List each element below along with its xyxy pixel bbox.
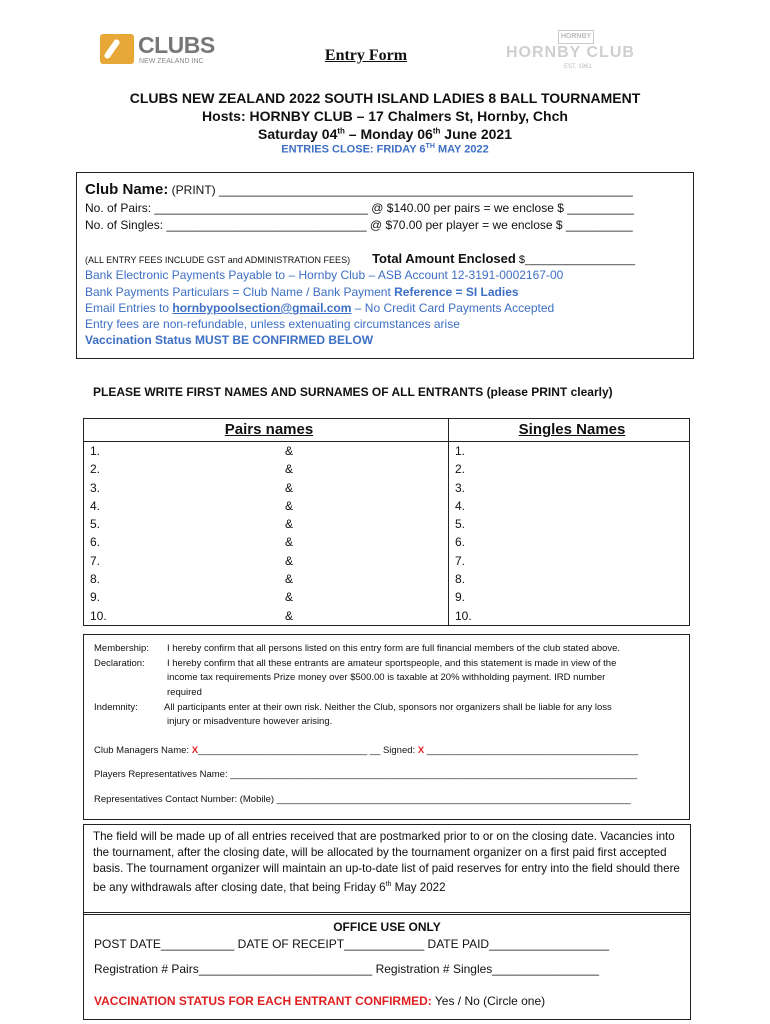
total-label: Total Amount Enclosed — [372, 251, 516, 266]
pairs-row[interactable] — [90, 460, 448, 478]
vaccination-status-label: VACCINATION STATUS FOR EACH ENTRANT CONFIRMED: — [94, 994, 432, 1008]
entry-details-box — [76, 172, 694, 359]
singles-row[interactable] — [455, 497, 689, 515]
pairs-number: 4. — [90, 498, 101, 513]
clubs-logo-word: CLUBS — [138, 32, 215, 58]
managers-row[interactable] — [94, 745, 638, 756]
rep-contact-row[interactable]: Representatives Contact Number: (Mobile) ___________________________________________________________________ — [94, 794, 631, 805]
singles-row[interactable] — [455, 533, 689, 551]
pairs-ampersand: & — [285, 517, 294, 532]
singles-column[interactable] — [449, 442, 690, 626]
hornby-logo-word: HORNBY CLUB — [506, 44, 635, 61]
pairs-row[interactable]: No. of Pairs: ________________________________ @ $140.00 per pairs = we enclose $ __________ — [85, 201, 634, 215]
managers-label: Club Managers Name: — [94, 745, 192, 756]
signed-line[interactable]: ________________________________________ — [424, 745, 639, 756]
singles-number: 7. — [455, 553, 466, 568]
singles-row[interactable] — [455, 442, 689, 460]
closes-sup: TH — [425, 143, 435, 150]
membership-label: Membership: — [94, 643, 149, 654]
singles-number: 1. — [455, 444, 466, 458]
membership-text: I hereby confirm that all persons listed on this entry form are full financial members of the club stated above. — [167, 643, 621, 654]
bank-reference: Reference = SI Ladies — [394, 285, 519, 299]
managers-x: X — [191, 745, 199, 756]
pairs-number: 10. — [90, 608, 107, 623]
singles-number: 5. — [455, 517, 466, 532]
bank-particulars-a: Bank Payments Particulars = Club Name / Bank Payment — [85, 285, 395, 299]
pairs-number: 7. — [90, 553, 101, 568]
indemnity-line1: All participants enter at their own risk. Neither the Club, sponsors nor organizers shall be liable for any loss — [164, 702, 612, 713]
office-dates[interactable]: POST DATE___________ DATE OF RECEIPT____________ DATE PAID__________________ — [94, 937, 610, 951]
dates-line — [0, 126, 770, 142]
total-field[interactable]: $__________________ — [515, 254, 636, 266]
singles-row[interactable] — [455, 607, 689, 625]
office-title: OFFICE USE ONLY — [333, 920, 441, 934]
email-b: – No Credit Card Payments Accepted — [351, 301, 555, 315]
singles-row[interactable] — [455, 552, 689, 570]
dates-sup2: th — [432, 126, 441, 136]
pairs-row[interactable] — [90, 552, 448, 570]
singles-row[interactable] — [455, 588, 689, 606]
field-note-sup: th — [385, 881, 392, 888]
entrants-table — [83, 418, 690, 626]
singles-number: 8. — [455, 572, 466, 587]
pairs-row[interactable] — [90, 588, 448, 606]
singles-row[interactable] — [455, 479, 689, 497]
singles-number: 2. — [455, 462, 466, 477]
pairs-ampersand: & — [285, 572, 294, 587]
singles-number: 3. — [455, 480, 466, 495]
vaccination-note: Vaccination Status MUST BE CONFIRMED BELOW — [85, 333, 374, 347]
pairs-number: 5. — [90, 517, 101, 532]
players-rep-row[interactable]: Players Representatives Name: _____________________________________________________________________________ — [94, 769, 638, 780]
email-link[interactable]: hornbypoolsection@gmail.com — [172, 301, 352, 315]
singles-number: 10. — [455, 608, 472, 623]
pairs-ampersand: & — [285, 535, 294, 550]
field-note-end: May 2022 — [391, 880, 446, 894]
bank-particulars — [85, 285, 519, 299]
pairs-ampersand: & — [285, 480, 294, 495]
pairs-number: 8. — [90, 572, 101, 587]
office-registration[interactable]: Registration # Pairs__________________________ Registration # Singles________________ — [94, 962, 600, 976]
pairs-ampersand: & — [285, 553, 294, 568]
pairs-number: 6. — [90, 535, 101, 550]
singles-row[interactable] — [455, 515, 689, 533]
indemnity-line2: injury or misadventure however arising. — [167, 716, 333, 727]
pairs-number: 9. — [90, 590, 101, 605]
club-name-row[interactable] — [85, 181, 633, 198]
singles-header-cell — [449, 419, 690, 442]
tournament-title: CLUBS NEW ZEALAND 2022 SOUTH ISLAND LADIES 8 BALL TOURNAMENT — [129, 90, 641, 106]
signed-x: X — [417, 745, 425, 756]
pairs-ampersand: & — [285, 590, 294, 605]
hosts-line: Hosts: HORNBY CLUB – 17 Chalmers St, Hornby, Chch — [202, 108, 568, 124]
fees-note: (ALL ENTRY FEES INCLUDE GST and ADMINISTRATION FEES) — [85, 255, 351, 265]
singles-row[interactable]: No. of Singles: ______________________________ @ $70.00 per player = we enclose $ __________ — [85, 218, 633, 232]
pairs-ampersand: & — [285, 444, 294, 458]
declaration-line3: required — [167, 687, 202, 698]
pairs-row[interactable] — [90, 497, 448, 515]
club-name-label: Club Name: — [85, 181, 169, 198]
pairs-ampersand: & — [285, 608, 294, 623]
pairs-row[interactable] — [90, 570, 448, 588]
entries-close — [0, 143, 770, 156]
instructions: PLEASE WRITE FIRST NAMES AND SURNAMES OF ALL ENTRANTS (please PRINT clearly) — [93, 385, 613, 399]
singles-number: 4. — [455, 498, 466, 513]
pairs-ampersand: & — [285, 498, 294, 513]
hornby-logo-top: HORNBY — [558, 30, 594, 44]
hornby-logo-est: EST. 1961 — [564, 64, 592, 70]
refund-note: Entry fees are non-refundable, unless extenuating circumstances arise — [85, 317, 460, 331]
club-name-field[interactable]: (PRINT) ______________________________________________________________ — [168, 183, 633, 197]
pairs-row[interactable] — [90, 607, 448, 625]
closes-b: MAY 2022 — [434, 143, 489, 156]
email-a: Email Entries to — [85, 301, 173, 315]
singles-row[interactable] — [455, 460, 689, 478]
pairs-row[interactable] — [90, 442, 448, 460]
field-note-box — [83, 824, 691, 915]
singles-number: 6. — [455, 535, 466, 550]
singles-row[interactable] — [455, 570, 689, 588]
dates-sup1: th — [337, 126, 345, 136]
indemnity-label: Indemnity: — [94, 702, 138, 713]
managers-sign[interactable]: ________________________________ __ Signed: — [198, 745, 418, 756]
email-line — [85, 301, 554, 315]
bank-account: Bank Electronic Payments Payable to – Hornby Club – ASB Account 12-3191-0002167-00 — [85, 268, 564, 282]
pairs-column[interactable] — [84, 442, 449, 626]
field-note — [84, 825, 690, 896]
declaration-line1: I hereby confirm that all these entrants are amateur sportspeople, and this statement is made in view of the — [167, 658, 617, 669]
pairs-row[interactable] — [90, 515, 448, 533]
declarations-box — [83, 634, 690, 820]
pairs-row[interactable] — [90, 479, 448, 497]
clubs-logo-sub: NEW ZEALAND INC — [139, 58, 204, 65]
pairs-number: 3. — [90, 480, 101, 495]
pairs-number: 2. — [90, 462, 101, 477]
dates-mid: – Monday 06 — [344, 126, 433, 142]
field-note-text: The field will be made up of all entries received that are postmarked prior to or on the closing date. Vacancies into the tournament, after the closing date, will be allocated by the tournament organizer on a first paid first accepted basis. The tournament organizer will maintain an up-to-date list of paid reserves for entry into the field should there be any withdrawals after closing date, that being Friday 6 — [93, 830, 680, 894]
vaccination-status-options[interactable]: Yes / No (Circle one) — [431, 994, 546, 1008]
declaration-label: Declaration: — [94, 658, 145, 669]
dates-start: Saturday 04 — [257, 126, 338, 142]
pairs-row[interactable] — [90, 533, 448, 551]
pairs-header-cell — [84, 419, 449, 442]
pairs-number: 1. — [90, 444, 101, 458]
singles-header: Singles Names — [518, 421, 626, 438]
pairs-ampersand: & — [285, 462, 294, 477]
dates-end: June 2021 — [440, 126, 513, 142]
total-row[interactable] — [85, 251, 635, 266]
closes-a: ENTRIES CLOSE: FRIDAY 6 — [281, 143, 426, 156]
declaration-line2: income tax requirements Prize money over $500.00 is taxable at 20% withholding payment. IRD number — [167, 672, 606, 683]
page-title: Entry Form — [324, 47, 408, 64]
office-use-box — [83, 912, 691, 1020]
singles-number: 9. — [455, 590, 466, 605]
pairs-header: Pairs names — [224, 421, 314, 438]
vaccination-status-row[interactable] — [94, 994, 545, 1008]
